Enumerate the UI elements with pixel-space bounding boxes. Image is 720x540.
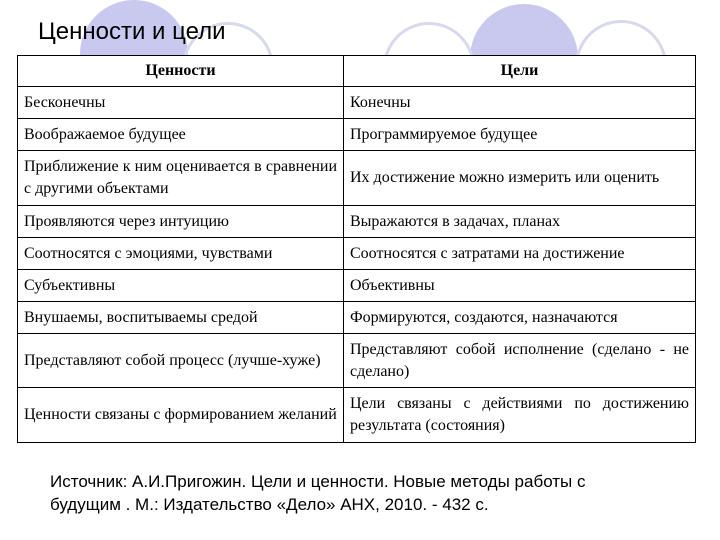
column-header-goals: Цели [344, 56, 696, 87]
goals-cell: Конечны [344, 87, 696, 119]
goals-cell: Соотносятся с затратами на достижение [344, 238, 696, 270]
values-cell: Приближение к ним оценивается в сравнении с другими объектами [18, 151, 344, 206]
values-cell: Представляют собой процесс (лучше-хуже) [18, 334, 344, 388]
goals-cell: Программируемое будущее [344, 119, 696, 151]
goals-cell: Цели связаны с действиями по достижению результата (состояния) [344, 388, 696, 443]
table-row [18, 238, 696, 270]
table-row [18, 206, 696, 238]
table-row [18, 119, 696, 151]
table-header-row [18, 56, 696, 87]
table-row [18, 151, 696, 206]
goals-cell: Объективны [344, 270, 696, 302]
comparison-table [17, 55, 696, 443]
source-citation: Источник: А.И.Пригожин. Цели и ценности. Новые методы работы с будущим . М.: Издательство «Дело» АНХ, 2010. - 432 с. [50, 472, 586, 514]
table-row [18, 87, 696, 119]
values-cell: Соотносятся с эмоциями, чувствами [18, 238, 344, 270]
goals-cell: Представляют собой исполнение (сделано - не сделано) [344, 334, 696, 388]
values-cell: Воображаемое будущее [18, 119, 344, 151]
column-header-values: Ценности [18, 56, 344, 87]
table-row [18, 388, 696, 443]
values-cell: Ценности связаны с формированием желаний [18, 388, 344, 443]
table-row [18, 270, 696, 302]
goals-cell: Формируются, создаются, назначаются [344, 302, 696, 334]
values-cell: Бесконечны [18, 87, 344, 119]
slide-title: Ценности и цели [38, 18, 226, 45]
table-row [18, 334, 696, 388]
table-row [18, 302, 696, 334]
values-cell: Внушаемы, воспитываемы средой [18, 302, 344, 334]
values-cell: Проявляются через интуицию [18, 206, 344, 238]
goals-cell: Выражаются в задачах, планах [344, 206, 696, 238]
values-cell: Субъективны [18, 270, 344, 302]
goals-cell: Их достижение можно измерить или оценить [344, 151, 696, 206]
